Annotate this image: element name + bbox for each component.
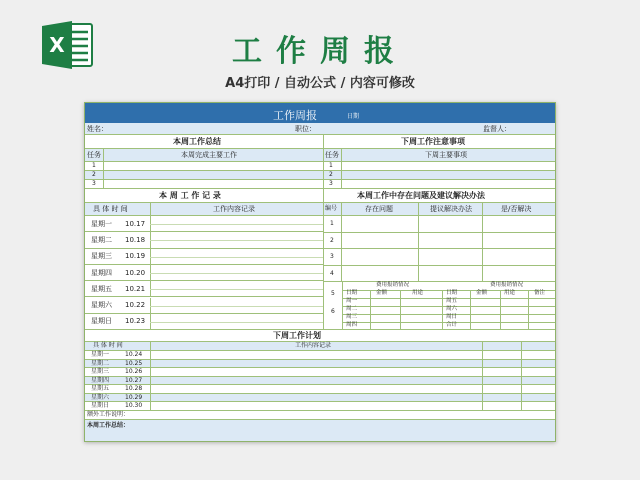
next-date: 10.25	[125, 359, 143, 367]
task-row	[85, 171, 555, 180]
extra-row	[85, 411, 555, 420]
task-row	[85, 180, 555, 189]
record-day: 星期一	[91, 219, 112, 228]
record-header-row	[85, 189, 555, 203]
next-date: 10.27	[125, 376, 143, 384]
issue-col-solution: 提议解决办法	[430, 205, 472, 213]
sheet-title: 工作周报	[273, 109, 317, 122]
issues-header: 本周工作中存在问题及建议解决办法	[357, 191, 485, 200]
next-row	[85, 360, 555, 369]
notes-header: 下周工作注意事项	[401, 137, 465, 146]
next-row	[85, 351, 555, 360]
next-header: 下周工作计划	[273, 331, 321, 340]
svg-text:X: X	[49, 33, 65, 57]
record-row	[85, 232, 323, 248]
issue-row	[323, 249, 556, 266]
time-label: 具 体 时 间	[93, 205, 128, 213]
next-day: 星期三	[91, 368, 110, 376]
total-row	[85, 420, 555, 442]
record-row	[85, 314, 323, 330]
next-date: 10.28	[125, 385, 143, 393]
task-num: 3	[92, 180, 96, 187]
issue-num: 6	[331, 308, 335, 316]
expense-title-left: 费用报销情况	[376, 282, 410, 288]
record-date: 10.17	[125, 219, 146, 228]
page-title: 工作周报	[232, 34, 408, 69]
sheet-banner	[85, 103, 555, 123]
notes-sub: 下周主要事项	[425, 151, 467, 159]
task-num: 1	[92, 162, 96, 169]
record-date: 10.23	[125, 317, 146, 326]
expense-day-left: 周一	[346, 298, 358, 304]
issue-num: 3	[330, 253, 334, 261]
next-date: 10.24	[125, 351, 143, 358]
name-label: 姓名：	[87, 125, 108, 133]
next-header-row	[85, 330, 555, 342]
task-num: 1	[329, 162, 333, 169]
issue-col-resolved: 是/否解决	[501, 205, 532, 213]
record-day: 星期五	[91, 284, 112, 293]
record-header: 本 周 工 作 记 录	[159, 191, 221, 200]
issue-num: 2	[330, 236, 334, 244]
next-day: 星期五	[91, 385, 110, 393]
date-label: 日期	[347, 113, 360, 120]
expense-col-remark: 备注	[534, 290, 546, 296]
next-day: 星期四	[91, 376, 110, 384]
next-date: 10.30	[125, 402, 143, 410]
next-date: 10.26	[125, 368, 143, 376]
expense-block	[323, 282, 556, 330]
next-content-label: 工作内容记录	[295, 342, 332, 349]
record-row	[85, 249, 323, 265]
record-row	[85, 265, 323, 281]
task-row	[85, 162, 555, 171]
record-date: 10.20	[125, 268, 146, 277]
summary-header: 本周工作总结	[173, 137, 221, 146]
record-columns-row	[85, 203, 555, 216]
expense-day-left: 周三	[346, 314, 358, 320]
record-date: 10.19	[125, 252, 146, 261]
issue-row	[323, 233, 556, 250]
expense-col-date: 日期	[446, 290, 458, 296]
task-num: 2	[92, 171, 96, 178]
record-row	[85, 281, 323, 297]
next-row	[85, 385, 555, 394]
expense-day-right: 周日	[446, 314, 458, 320]
next-row	[85, 402, 555, 411]
issue-row	[323, 216, 556, 233]
next-day: 星期六	[91, 393, 110, 401]
expense-col-amount: 金额	[476, 290, 488, 296]
expense-day-right: 周六	[446, 306, 458, 312]
expense-col-use: 用途	[504, 290, 516, 296]
task-num: 3	[329, 180, 333, 187]
task-label-left: 任务	[87, 151, 101, 159]
summary-header-row	[85, 135, 555, 149]
summary-sub: 本周完成主要工作	[181, 151, 237, 159]
expense-col-use: 用途	[412, 290, 424, 296]
expense-col-date: 日期	[346, 290, 358, 296]
issue-num: 4	[330, 269, 334, 277]
task-num: 2	[329, 171, 333, 178]
issue-col-problem: 存在问题	[365, 205, 393, 213]
next-day: 星期一	[91, 351, 110, 358]
record-day: 星期日	[91, 317, 112, 326]
record-date: 10.22	[125, 301, 146, 310]
record-day: 星期三	[91, 252, 112, 261]
issue-num: 1	[330, 220, 334, 228]
weekly-report-sheet	[84, 102, 556, 442]
next-date: 10.29	[125, 393, 143, 401]
issue-col-num: 编号	[325, 205, 338, 212]
task-subheader-row	[85, 149, 555, 162]
next-day: 星期日	[91, 402, 110, 410]
record-date: 10.21	[125, 284, 146, 293]
next-time-label: 具 体 时 间	[93, 342, 123, 349]
record-day: 星期二	[91, 235, 112, 244]
next-row	[85, 394, 555, 403]
issue-num: 5	[331, 290, 335, 297]
position-label: 职位：	[295, 125, 316, 133]
expense-day-right: 合计	[446, 322, 458, 328]
expense-day-right: 周五	[446, 298, 458, 304]
expense-day-left: 周二	[346, 306, 358, 312]
next-columns-row	[85, 342, 555, 351]
task-label-right: 任务	[325, 151, 339, 159]
record-day: 星期六	[91, 301, 112, 310]
page-subtitle: A4打印 / 自动公式 / 内容可修改	[225, 76, 415, 91]
total-label: 本周工作总结：	[87, 422, 130, 429]
next-row	[85, 377, 555, 386]
extra-label: 额外工作说明：	[87, 411, 130, 418]
record-day: 星期四	[91, 268, 112, 277]
content-label: 工作内容记录	[213, 205, 255, 213]
next-row	[85, 368, 555, 377]
record-row	[85, 216, 323, 232]
record-date: 10.18	[125, 235, 146, 244]
expense-day-left: 周四	[346, 322, 358, 328]
issue-row	[323, 266, 556, 283]
expense-col-amount: 金额	[376, 290, 388, 296]
record-row	[85, 298, 323, 314]
next-day: 星期二	[91, 359, 110, 367]
info-row	[85, 123, 555, 135]
supervisor-label: 监督人：	[483, 125, 511, 133]
expense-title-right: 费用报销情况	[490, 282, 524, 288]
